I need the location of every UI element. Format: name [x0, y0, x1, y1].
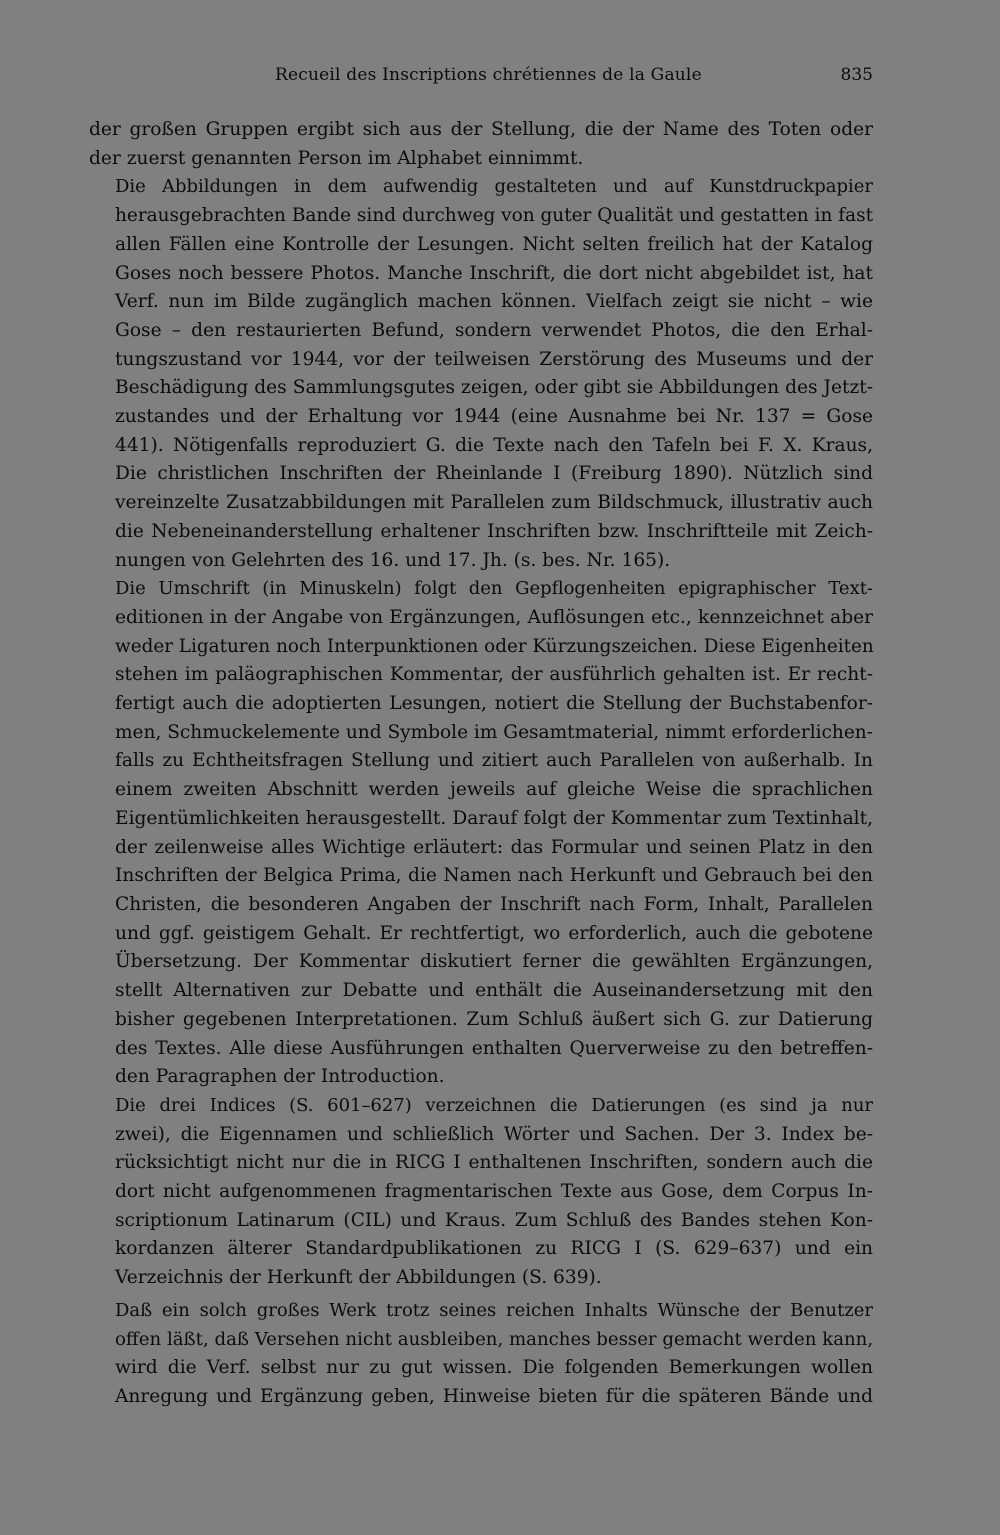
text-line: herausgebrachten Bande sind durchweg von guter Qualität und gestatten in fast	[115, 205, 873, 227]
text-line: nungen von Gelehrten des 16. und 17. Jh. (s. bes. Nr. 165).	[115, 549, 671, 571]
text-line: wird die Verf. selbst nur zu gut wissen. Die folgenden Bemerkungen wollen	[115, 1357, 873, 1379]
paragraph	[89, 173, 873, 575]
text-line: der zuerst genannten Person im Alphabet einnimmt.	[89, 147, 584, 169]
text-line: dort nicht aufgenommenen fragmentarischen Texte aus Gose, dem Corpus In-	[115, 1181, 873, 1203]
running-title: Recueil des Inscriptions chrétiennes de la Gaule	[275, 65, 702, 85]
text-line: editionen in der Angabe von Ergänzungen, Auflösungen etc., kennzeichnet aber	[115, 606, 873, 628]
body-text	[89, 116, 873, 1412]
text-line: Die Umschrift (in Minuskeln) folgt den Gepflogenheiten epigraphischer Text-	[115, 578, 873, 600]
paragraph	[89, 1092, 873, 1293]
text-line: Anregung und Ergänzung geben, Hinweise bieten für die späteren Bände und	[115, 1385, 873, 1407]
page-number: 835	[840, 65, 873, 85]
text-line: Die drei Indices (S. 601–627) verzeichnen die Datierungen (es sind ja nur	[115, 1094, 873, 1116]
text-line: Daß ein solch großes Werk trotz seines reichen Inhalts Wünsche der Benutzer	[115, 1299, 873, 1321]
text-line: tungszustand vor 1944, vor der teilweisen Zerstörung des Museums und der	[115, 348, 873, 370]
text-line: fertigt auch die adoptierten Lesungen, notiert die Stellung der Buchstabenfor-	[115, 693, 873, 715]
running-header	[89, 60, 873, 90]
text-line: zwei), die Eigennamen und schließlich Wörter und Sachen. Der 3. Index be-	[115, 1123, 873, 1145]
text-line: Goses noch bessere Photos. Manche Inschrift, die dort nicht abgebildet ist, hat	[115, 262, 873, 284]
text-line: kordanzen älterer Standardpublikationen zu RICG I (S. 629–637) und ein	[115, 1238, 873, 1260]
text-line: Inschriften der Belgica Prima, die Namen nach Herkunft und Gebrauch bei den	[115, 865, 873, 887]
text-line: Die Abbildungen in dem aufwendig gestalteten und auf Kunstdruckpapier	[115, 176, 873, 198]
text-line: Verf. nun im Bilde zugänglich machen können. Vielfach zeigt sie nicht – wie	[115, 291, 873, 313]
text-line: weder Ligaturen noch Interpunktionen oder Kürzungszeichen. Diese Eigenheiten	[115, 635, 874, 657]
page	[89, 60, 873, 1412]
text-line: Verzeichnis der Herkunft der Abbildungen (S. 639).	[115, 1267, 602, 1289]
text-line: scriptionum Latinarum (CIL) und Kraus. Zum Schluß des Bandes stehen Kon-	[115, 1209, 873, 1231]
text-line: 441). Nötigenfalls reproduziert G. die Texte nach den Tafeln bei F. X. Kraus,	[115, 434, 873, 456]
text-line: der großen Gruppen ergibt sich aus der Stellung, die der Name des Toten oder	[89, 119, 873, 140]
text-line: bisher gegebenen Interpretationen. Zum Schluß äußert sich G. zur Datierung	[115, 1008, 873, 1030]
text-line: men, Schmuckelemente und Symbole im Gesamtmaterial, nimmt erforderlichen-	[115, 721, 873, 743]
text-line: allen Fällen eine Kontrolle der Lesungen. Nicht selten freilich hat der Katalog	[115, 233, 873, 255]
text-line: stellt Alternativen zur Debatte und enthält die Auseinandersetzung mit den	[115, 980, 873, 1002]
text-line: falls zu Echtheitsfragen Stellung und zitiert auch Parallelen von außerhalb. In	[115, 750, 873, 772]
text-line: Übersetzung. Der Kommentar diskutiert ferner die gewählten Ergänzungen,	[115, 951, 873, 973]
paragraph	[89, 116, 873, 173]
text-line: die Nebeneinanderstellung erhaltener Inschriften bzw. Inschriftteile mit Zeich-	[115, 520, 873, 542]
text-line: vereinzelte Zusatzabbildungen mit Parallelen zum Bildschmuck, illustrativ auch	[115, 492, 873, 514]
text-line: zustandes und der Erhaltung vor 1944 (eine Ausnahme bei Nr. 137 = Gose	[115, 406, 873, 428]
text-line: Eigentümlichkeiten herausgestellt. Darauf folgt der Kommentar zum Textinhalt,	[115, 807, 873, 829]
text-line: Beschädigung des Sammlungsgutes zeigen, oder gibt sie Abbildungen des Jetzt-	[115, 377, 873, 399]
text-line: einem zweiten Abschnitt werden jeweils auf gleiche Weise die sprachlichen	[115, 779, 873, 801]
text-line: Gose – den restaurierten Befund, sondern verwendet Photos, die den Erhal-	[115, 319, 873, 341]
text-line: der zeilenweise alles Wichtige erläutert: das Formular und seinen Platz in den	[115, 836, 873, 858]
text-line: Christen, die besonderen Angaben der Inschrift nach Form, Inhalt, Parallelen	[115, 893, 873, 915]
paragraph	[89, 1297, 873, 1412]
text-line: rücksichtigt nicht nur die in RICG I enthaltenen Inschriften, sondern auch die	[115, 1152, 873, 1174]
text-line: und ggf. geistigem Gehalt. Er rechtfertigt, wo erforderlich, auch die gebotene	[115, 922, 873, 944]
text-line: den Paragraphen der Introduction.	[115, 1066, 445, 1088]
text-line: Die christlichen Inschriften der Rheinlande I (Freiburg 1890). Nützlich sind	[115, 463, 873, 485]
text-line: offen läßt, daß Versehen nicht ausbleiben, manches besser gemacht werden kann,	[115, 1328, 874, 1350]
text-line: des Textes. Alle diese Ausführungen enthalten Querverweise zu den betreffen-	[115, 1037, 873, 1059]
text-line: stehen im paläographischen Kommentar, der ausführlich gehalten ist. Er recht-	[115, 664, 873, 686]
paragraph	[89, 575, 873, 1092]
